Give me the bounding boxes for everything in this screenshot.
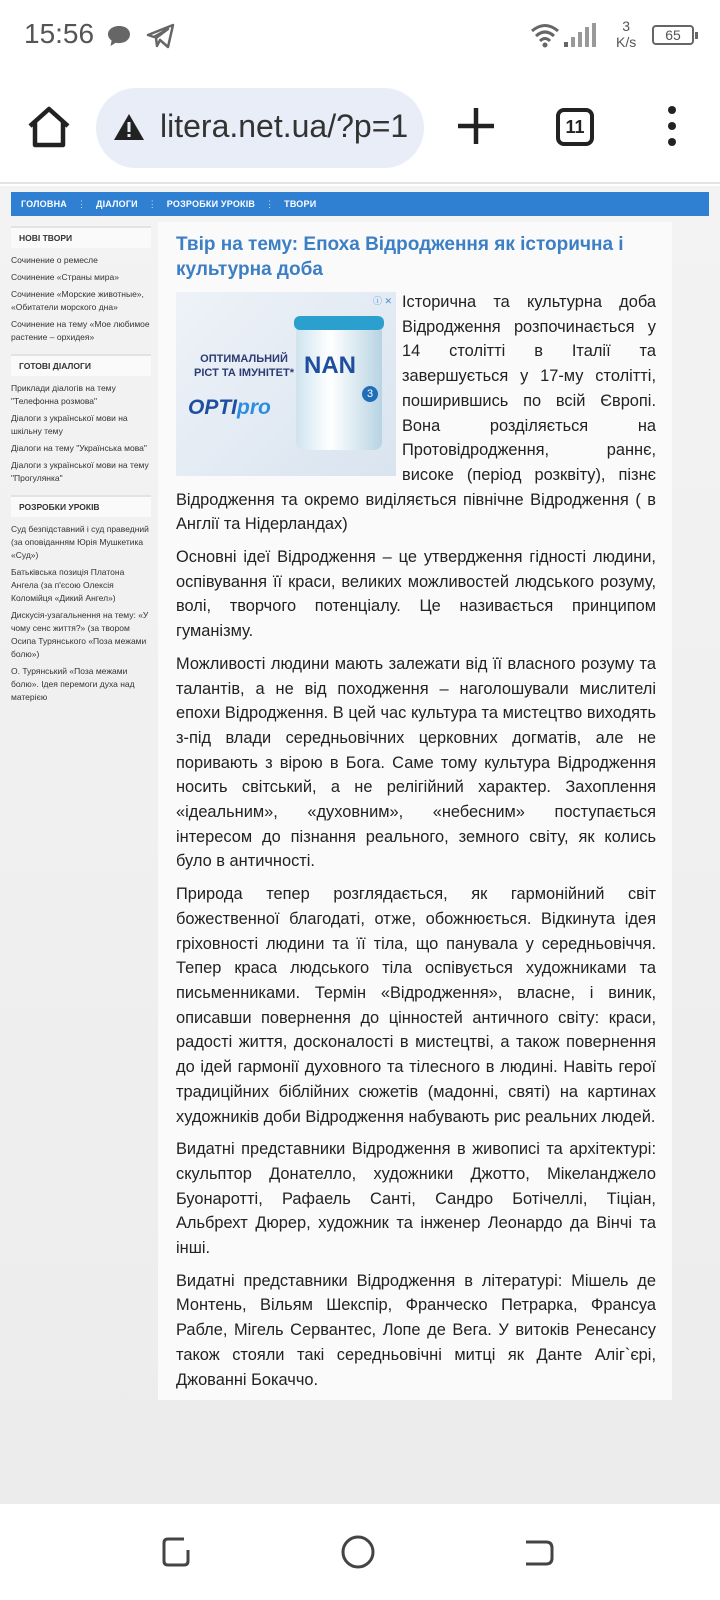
product-name: NAN bbox=[304, 352, 356, 379]
tabs-count-button[interactable]: 11 bbox=[556, 108, 594, 146]
product-can-image bbox=[296, 320, 382, 450]
wifi-icon bbox=[530, 22, 560, 48]
status-bar bbox=[0, 0, 720, 72]
signal-icon bbox=[562, 22, 598, 48]
system-nav-bar bbox=[0, 1504, 720, 1600]
more-menu-icon[interactable] bbox=[662, 106, 682, 152]
article-title: Твір на тему: Епоха Відродження як історична і культурна доба bbox=[176, 234, 624, 280]
battery-icon: 65 bbox=[652, 25, 694, 45]
sidebar-link[interactable]: Суд безпідставний і суд праведний (за оповіданням Юрія Мушкетика «Суд») bbox=[11, 524, 149, 560]
web-page bbox=[0, 186, 720, 1504]
sidebar-link[interactable]: Сочинение о ремесле bbox=[11, 255, 98, 265]
not-secure-warning-icon[interactable] bbox=[112, 112, 146, 142]
nav-dialogs[interactable]: ДІАЛОГИ bbox=[95, 199, 138, 209]
sidebar-link[interactable]: Батьківська позиція Платона Ангела (за п'єсою Олексія Коломійця «Дикий Ангел») bbox=[11, 567, 125, 603]
sidebar-link[interactable]: Дискусія-узагальнення на тему: «У чому сенс життя?» (за твором Осипа Турянського «Поза межами болю») bbox=[11, 610, 149, 659]
nav-lessons[interactable]: РОЗРОБКИ УРОКІВ bbox=[166, 199, 256, 209]
site-nav: ГОЛОВНА ⋮ ДІАЛОГИ ⋮ РОЗРОБКИ УРОКІВ ⋮ ТВОРИ bbox=[11, 192, 709, 216]
browser-toolbar bbox=[0, 72, 720, 184]
status-time: 15:56 bbox=[24, 18, 95, 49]
ad-choices-icon[interactable]: ⓘ ✕ bbox=[372, 296, 392, 306]
article bbox=[158, 222, 672, 1400]
sidebar-link[interactable]: Сочинение «Морские животные», «Обитатели морского дна» bbox=[11, 289, 144, 312]
product-stage: 3 bbox=[362, 386, 378, 402]
sidebar-group-lessons bbox=[11, 495, 151, 704]
new-tab-icon[interactable] bbox=[454, 104, 498, 148]
ad-slogan: ОПТИМАЛЬНИЙ РІСТ ТА ІМУНІТЕТ* bbox=[194, 353, 294, 379]
sidebar-heading: НОВІ ТВОРИ bbox=[11, 226, 151, 248]
sidebar-group-new-essays bbox=[11, 226, 151, 344]
sidebar bbox=[11, 226, 151, 714]
sidebar-link[interactable]: Діалоги з української мови на тему "Прогулянка" bbox=[11, 460, 149, 483]
sidebar-link[interactable]: Діалоги з української мови на шкільну тему bbox=[11, 413, 128, 436]
advertisement[interactable] bbox=[176, 292, 396, 476]
recent-apps-icon[interactable] bbox=[160, 1534, 194, 1570]
article-paragraph: Видатні представники Відродження в літературі: Мішель де Монтень, Вільям Шекспір, Франческо Петрарка, Франсуа Рабле, Мігель Сервантес, Лопе де Вега. У витоків Ренесансу також стояли такі середньовічні митці як Данте Аліг`єрі, Джованні Бокаччо. bbox=[176, 1271, 656, 1389]
sidebar-link[interactable]: Діалоги на тему "Українська мова" bbox=[11, 443, 147, 453]
sidebar-link[interactable]: Сочинение на тему «Мое любимое растение – орхидея» bbox=[11, 319, 150, 342]
address-bar[interactable] bbox=[96, 88, 424, 168]
net-speed: 3 K/s bbox=[616, 18, 637, 50]
home-button-icon[interactable] bbox=[340, 1534, 376, 1570]
article-paragraph: Видатні представники Відродження в живописі та архітектурі: скульптор Донателло, художники Джотто, Мікеланджело Буонаротті, Рафаель Санті, Сандро Ботічеллі, Тіціан, Альбрехт Дюрер, художник та інженер Леонардо да Вінчі та інші. bbox=[176, 1140, 656, 1258]
url-text[interactable]: litera.net.ua/?p=1 bbox=[160, 108, 409, 144]
article-paragraph: Історична та культурна доба Відродження розпочинається у 14 столітті в Італії та завершується у 17-му столітті, поширившись по всій Європі. Вона розділяється на Протовідродження, раннє, високе (період розквіту), пізнє Відродження та окремо виділяється північне Відродження ( в Англії та Нідерландах) bbox=[176, 293, 656, 534]
ad-brand: OPTIpro bbox=[188, 396, 271, 419]
home-icon[interactable] bbox=[26, 104, 72, 150]
nav-essays[interactable]: ТВОРИ bbox=[284, 199, 317, 209]
sidebar-link[interactable]: Приклади діалогів на тему "Телефонна розмова" bbox=[11, 383, 116, 406]
sidebar-link[interactable]: О. Турянський «Поза межами болю». Ідея перемоги духа над матерією bbox=[11, 666, 135, 702]
sidebar-heading: ГОТОВІ ДІАЛОГИ bbox=[11, 354, 151, 376]
product-can-lid bbox=[294, 316, 384, 330]
article-paragraph: Природа тепер розглядається, як гармонійний світ божественної благодаті, отже, обожнюється. Відкинута ідея гріховності людини та її тіла, що панувала у середньовіччя. Тепер краса людського тіла оспівується художниками та письменниками. Термін «Відродження», власне, і виник, описавши повернення до цінностей античного світу: краси, радості життя, досконалості в мистецтві, а також повернення до ідей гармонії духовного та тілесного в людині. Навіть герої традиційних біблійних сюжетів (мадонні, святі) на картинах художників доби Відродження набувають рис реальних людей. bbox=[176, 885, 656, 1126]
telegram-icon bbox=[146, 22, 176, 50]
sidebar-link[interactable]: Сочинение «Страны мира» bbox=[11, 272, 119, 282]
chat-icon bbox=[106, 24, 132, 48]
back-icon[interactable] bbox=[522, 1534, 556, 1570]
sidebar-group-dialogs bbox=[11, 354, 151, 485]
nav-home[interactable]: ГОЛОВНА bbox=[21, 199, 67, 209]
article-paragraph: Можливості людини мають залежати від її власного розуму та талантів, а не від походження – наголошували мислителі епохи Відродження. В цей час культура та мистецтво виходять з-під влади середньовічних церковних догматів, але не поривають з вірою в Бога. Саме тому культура Відродження носить світський, а не релігійний характер. Захоплення «ідеальним», «духовним», «небесним» поступається інтересом до пізнання реального, земного світу, як колись було в античності. bbox=[176, 654, 656, 871]
article-paragraph: Основні ідеї Відродження – це утвердження гідності людини, оспівування її краси, великих можливостей людського розуму, волі, творчого потенціалу. Це називається принципом гуманізму. bbox=[176, 548, 656, 641]
sidebar-heading: РОЗРОБКИ УРОКІВ bbox=[11, 495, 151, 517]
